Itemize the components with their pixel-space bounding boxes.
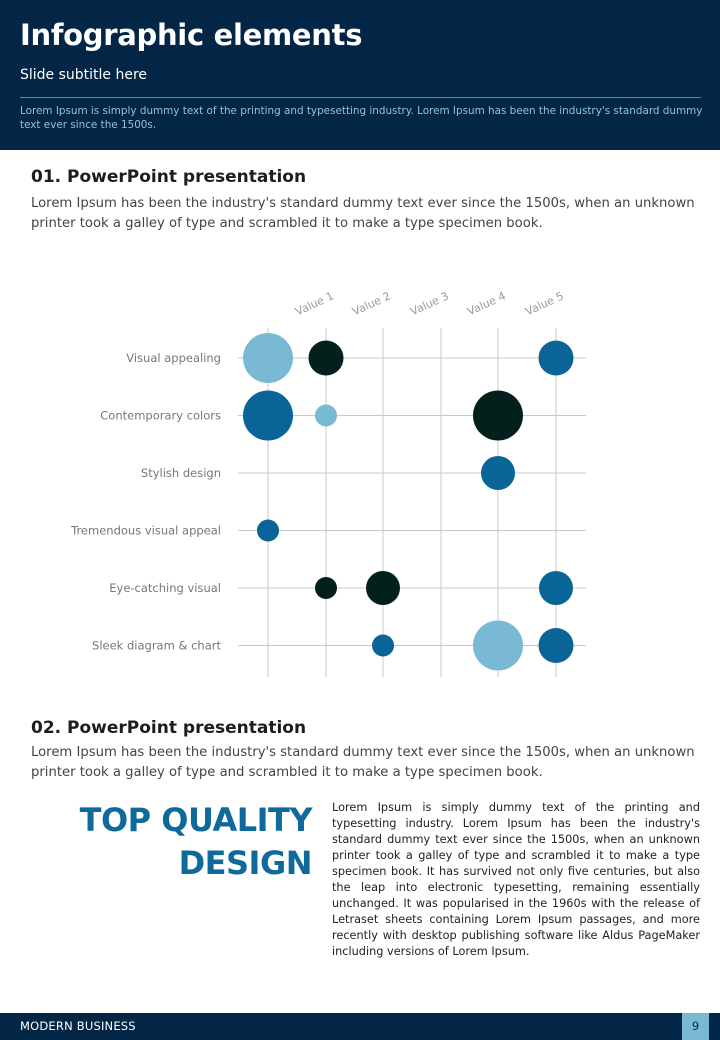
top-quality-heading — [60, 799, 312, 885]
section-1-title: 01. PowerPoint presentation — [31, 167, 307, 187]
bubble-point — [539, 571, 573, 605]
bubble-point — [243, 333, 293, 383]
bubble-point — [257, 520, 279, 542]
y-tick-label: Stylish design — [140, 466, 221, 480]
x-tick-label: Value 1 — [293, 289, 336, 319]
y-tick-label: Eye-catching visual — [109, 581, 221, 595]
bubble-point — [473, 391, 523, 441]
x-tick-label: Value 4 — [465, 289, 508, 319]
y-tick-label: Visual appealing — [126, 351, 221, 365]
footer-label: MODERN BUSINESS — [20, 1019, 136, 1033]
slide-footer — [0, 1013, 720, 1040]
bubble-point — [315, 405, 337, 427]
slide-header — [0, 0, 720, 150]
page-number: 9 — [682, 1013, 709, 1040]
bubble-point — [539, 628, 574, 663]
bubble-point — [366, 571, 400, 605]
bubble-point — [315, 577, 337, 599]
section-2-text: Lorem Ipsum has been the industry's standard dummy text ever since the 1500s, when an unknown printer took a galley of type and scrambled it to make a type specimen book. — [31, 745, 695, 780]
x-tick-label: Value 5 — [523, 289, 566, 319]
x-tick-label: Value 3 — [408, 289, 451, 319]
bubble-point — [473, 621, 523, 671]
section-1-text: Lorem Ipsum has been the industry's standard dummy text ever since the 1500s, when an unknown printer took a galley of type and scrambled it to make a type specimen book. — [31, 196, 695, 231]
section-2-title: 02. PowerPoint presentation — [31, 718, 307, 738]
bubble-chart — [0, 255, 720, 685]
bubble-point — [372, 635, 394, 657]
y-tick-label: Tremendous visual appeal — [71, 523, 221, 538]
big-title-line-1: TOP QUALITY — [79, 801, 312, 839]
y-tick-label: Contemporary colors — [100, 408, 221, 423]
bubble-point — [481, 456, 515, 490]
y-tick-label: Sleek diagram & chart — [92, 638, 221, 653]
slide-title: Infographic elements — [20, 18, 363, 52]
bubble-point — [243, 391, 293, 441]
big-title-line-2: DESIGN — [178, 844, 312, 882]
x-tick-label: Value 2 — [350, 289, 393, 319]
bubble-point — [539, 341, 574, 376]
bubble-point — [309, 341, 344, 376]
header-divider — [20, 97, 701, 98]
body-paragraph: Lorem Ipsum is simply dummy text of the printing and typesetting industry. Lorem Ipsum has been the industry's standard dummy text ever since the 1500s, when an unknown printer took a galley of type and scrambled it to make a type specimen book. It has survived not only five centuries, but also the leap into electronic typesetting, remaining essentially unchanged. It was popularised in the 1960s with the release of Letraset sheets containing Lorem Ipsum passages, and more recently with desktop publishing software like Aldus PageMaker including versions of Lorem Ipsum. — [332, 801, 700, 958]
header-description: Lorem Ipsum is simply dummy text of the printing and typesetting industry. Lorem Ipsum has been the industry's standard dummy text ever since the 1500s. — [20, 105, 703, 131]
slide-subtitle: Slide subtitle here — [20, 67, 148, 83]
